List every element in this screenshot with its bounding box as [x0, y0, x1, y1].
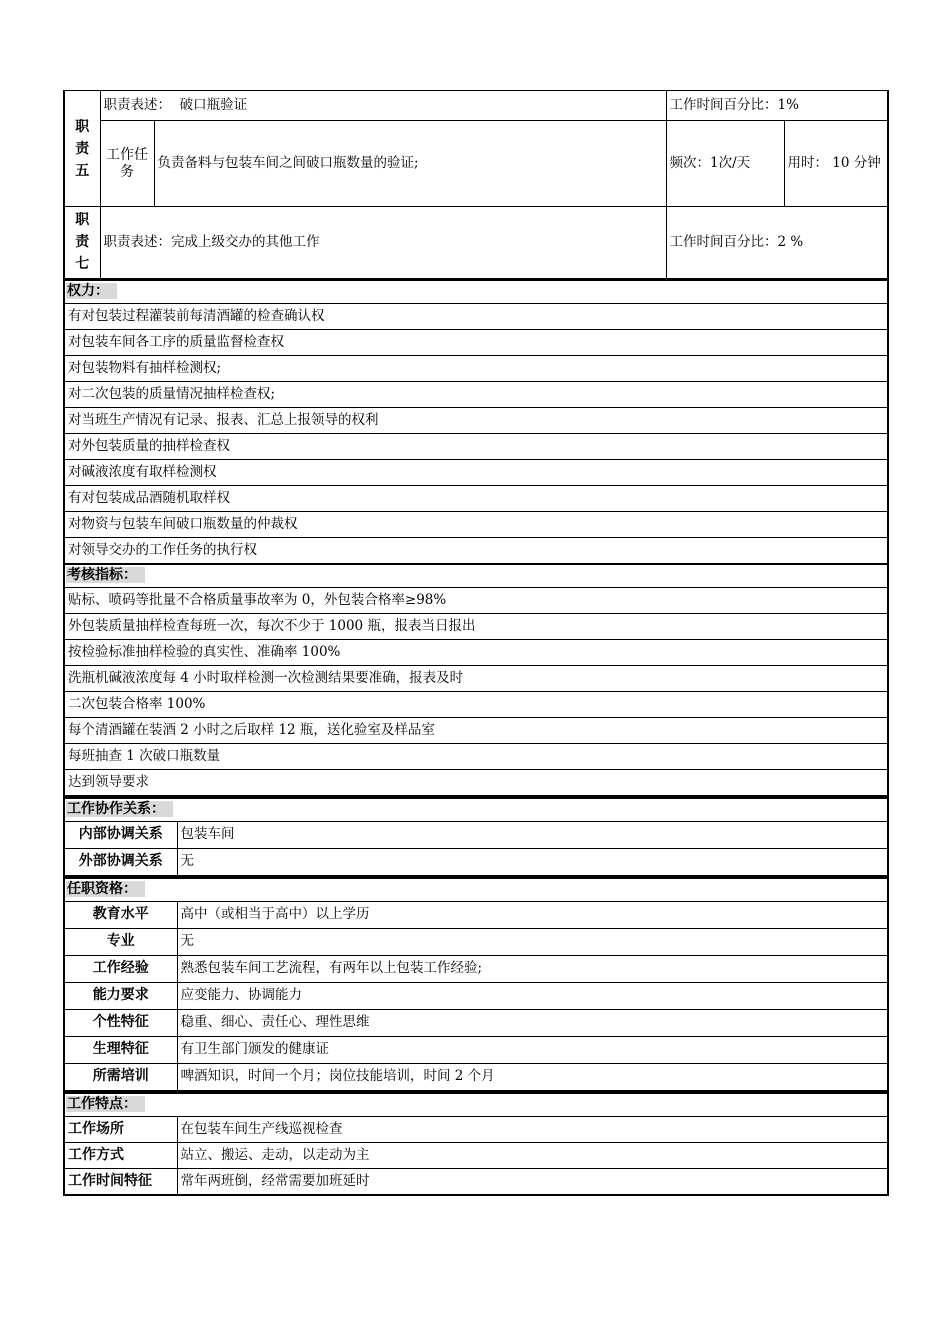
power-item: 对领导交办的工作任务的执行权 [64, 537, 888, 564]
qual-value: 高中（或相当于高中）以上学历 [177, 901, 888, 928]
job-description-page [63, 90, 887, 1196]
duties-table [63, 90, 889, 280]
relations-table [63, 797, 889, 877]
kpi-item: 外包装质量抽样检查每班一次，每次不少于 1000 瓶，报表当日报出 [64, 613, 888, 639]
duty-7-time-percent: 工作时间百分比：2 % [666, 207, 888, 279]
power-item: 有对包装过程灌装前每清酒罐的检查确认权 [64, 303, 888, 329]
qual-label: 教育水平 [64, 901, 177, 928]
feature-value: 在包装车间生产线巡视检查 [177, 1116, 888, 1142]
relation-label-internal: 内部协调关系 [64, 821, 177, 848]
power-item: 对二次包装的质量情况抽样检查权; [64, 381, 888, 407]
kpi-item: 贴标、喷码等批量不合格质量事故率为 0，外包装合格率≥98% [64, 587, 888, 613]
qualifications-title: 任职资格： [64, 878, 888, 902]
relation-value-internal: 包装车间 [177, 821, 888, 848]
qual-label: 所需培训 [64, 1063, 177, 1091]
relation-value-external: 无 [177, 848, 888, 876]
qual-label: 能力要求 [64, 982, 177, 1009]
power-item: 对当班生产情况有记录、报表、汇总上报领导的权利 [64, 407, 888, 433]
qual-label: 工作经验 [64, 955, 177, 982]
work-features-table [63, 1092, 889, 1196]
relations-title: 工作协作关系： [64, 798, 888, 822]
duty-7-statement: 职责表述：完成上级交办的其他工作 [100, 207, 666, 279]
kpi-item: 达到领导要求 [64, 769, 888, 796]
relation-label-external: 外部协调关系 [64, 848, 177, 876]
qual-value: 无 [177, 928, 888, 955]
duty-5-statement: 职责表述： 破口瓶验证 [100, 91, 666, 121]
qual-label: 个性特征 [64, 1009, 177, 1036]
duty-5-label: 职 责 五 [64, 91, 100, 207]
power-item: 对碱液浓度有取样检测权 [64, 459, 888, 485]
qual-value: 熟悉包装车间工艺流程，有两年以上包装工作经验; [177, 955, 888, 982]
kpi-title: 考核指标： [64, 564, 888, 588]
duty-5-duration: 用时： 10 分钟 [784, 121, 888, 207]
power-item: 有对包装成品酒随机取样权 [64, 485, 888, 511]
power-item: 对包装车间各工序的质量监督检查权 [64, 329, 888, 355]
qual-value: 有卫生部门颁发的健康证 [177, 1036, 888, 1063]
qual-label: 专业 [64, 928, 177, 955]
qualifications-table [63, 877, 889, 1092]
qual-value: 应变能力、协调能力 [177, 982, 888, 1009]
qual-label: 生理特征 [64, 1036, 177, 1063]
kpi-item: 按检验标准抽样检验的真实性、准确率 100% [64, 639, 888, 665]
qual-value: 啤酒知识，时间一个月；岗位技能培训，时间 2 个月 [177, 1063, 888, 1091]
work-features-title: 工作特点： [64, 1093, 888, 1117]
feature-label: 工作场所 [64, 1116, 177, 1142]
duty-5-frequency: 频次：1次/天 [666, 121, 784, 207]
kpi-item: 洗瓶机碱液浓度每 4 小时取样检测一次检测结果要准确，报表及时 [64, 665, 888, 691]
feature-value: 站立、搬运、走动，以走动为主 [177, 1142, 888, 1168]
duty-5-task-label: 工作任务 [100, 121, 154, 207]
feature-label: 工作时间特征 [64, 1168, 177, 1195]
feature-label: 工作方式 [64, 1142, 177, 1168]
feature-value: 常年两班倒，经常需要加班延时 [177, 1168, 888, 1195]
kpi-item: 每班抽查 1 次破口瓶数量 [64, 743, 888, 769]
power-item: 对外包装质量的抽样检查权 [64, 433, 888, 459]
duty-7-label: 职 责 七 [64, 207, 100, 279]
duty-5-time-percent: 工作时间百分比：1% [666, 91, 888, 121]
power-item: 对包装物料有抽样检测权; [64, 355, 888, 381]
powers-title: 权力： [64, 280, 888, 303]
duty-5-task: 负责备料与包装车间之间破口瓶数量的验证; [154, 121, 666, 207]
qual-value: 稳重、细心、责任心、理性思维 [177, 1009, 888, 1036]
powers-kpi-table [63, 280, 889, 797]
kpi-item: 每个清酒罐在装酒 2 小时之后取样 12 瓶，送化验室及样品室 [64, 717, 888, 743]
kpi-item: 二次包装合格率 100% [64, 691, 888, 717]
power-item: 对物资与包装车间破口瓶数量的仲裁权 [64, 511, 888, 537]
